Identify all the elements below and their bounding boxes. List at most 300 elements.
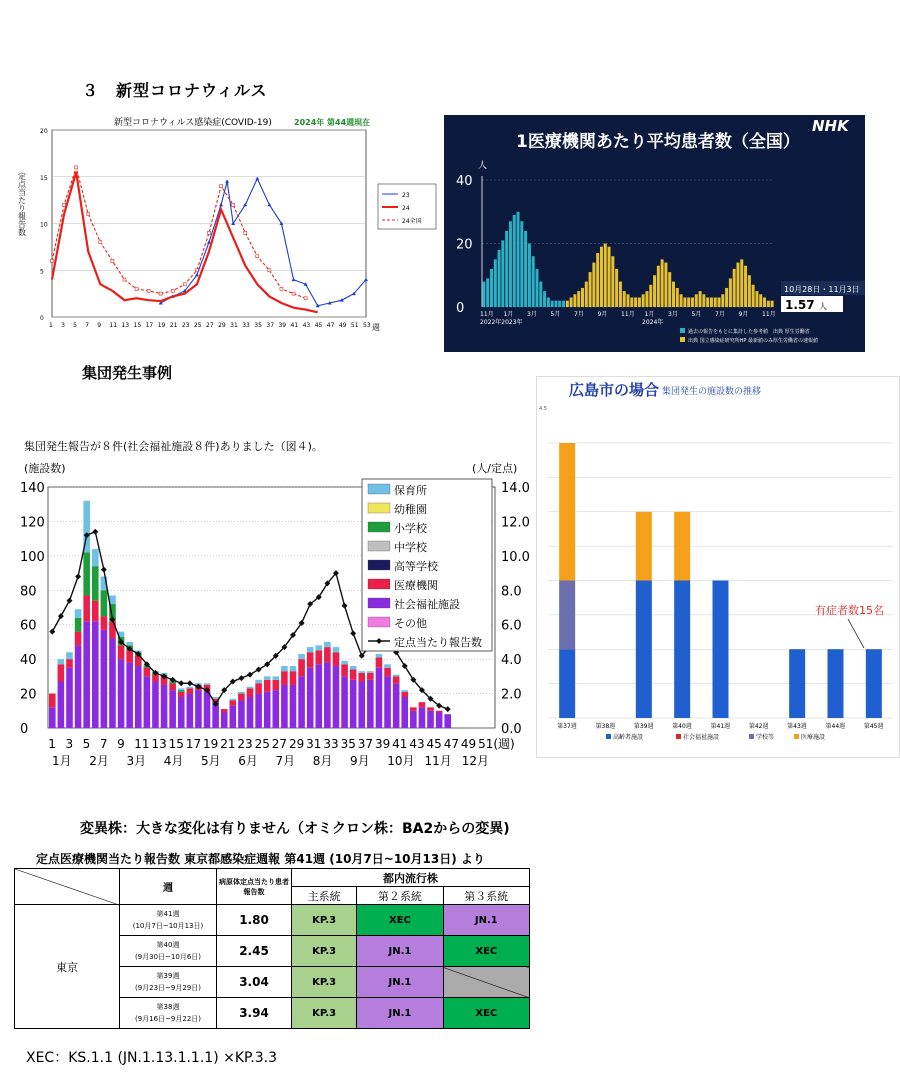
chart3-ytick-right: 14.0 bbox=[501, 481, 530, 496]
chart3-ytick-right: 6.0 bbox=[501, 618, 522, 634]
chart1-legend-label: 24全国 bbox=[402, 218, 422, 225]
chart4-bar-学校等 bbox=[559, 581, 575, 650]
chart1-xtick: 31 bbox=[230, 322, 238, 329]
chart1-xtick: 43 bbox=[302, 322, 311, 329]
chart2-bar-past bbox=[486, 278, 489, 307]
chart3-week-tick: 27 bbox=[271, 737, 288, 751]
variant-report-table bbox=[14, 868, 530, 1029]
chart2-bar-recent bbox=[771, 301, 774, 307]
row-main-strain: KP.3 bbox=[292, 905, 357, 936]
chart1-point-23 bbox=[225, 179, 229, 183]
row-week: 第38週 (9月16日~9月22日) bbox=[120, 998, 217, 1029]
chart3-legend-swatch bbox=[368, 579, 390, 589]
chart1-point-24-national bbox=[220, 185, 223, 188]
chart3-bar-bar_welfare bbox=[49, 707, 56, 728]
chart3-bar-bar_nursery bbox=[75, 609, 82, 618]
chart3-line-marker bbox=[445, 706, 451, 712]
chart1-point-24-national bbox=[51, 259, 54, 262]
chart3-ytick-right: 4.0 bbox=[501, 653, 522, 669]
table-title: 定点医療機関当たり報告数 東京都感染症週報 第41週 (10月7日~10月13日) より bbox=[36, 852, 485, 866]
chart4-bar-高齢者施設 bbox=[636, 581, 652, 719]
chart3-bar-bar_welfare bbox=[393, 683, 400, 728]
chart1-xtick: 1 bbox=[49, 322, 53, 329]
chart2-bar-recent bbox=[649, 285, 652, 307]
chart2-bar-recent bbox=[581, 288, 584, 307]
chart1-xtick: 39 bbox=[278, 322, 287, 329]
chart3-legend-label: その他 bbox=[394, 617, 427, 630]
chart3-month-tick: 9月 bbox=[350, 754, 370, 768]
chart2-bar-past bbox=[547, 297, 550, 307]
chart4-bar-高齢者施設 bbox=[828, 649, 844, 718]
chart1-point-24-national bbox=[280, 287, 283, 290]
chart2-xtick: 1月 bbox=[644, 311, 655, 318]
chart2-bar-recent bbox=[657, 266, 660, 307]
chart3-ytick-left: 0 bbox=[20, 722, 29, 737]
chart4-legend-label: 学校等 bbox=[756, 734, 775, 741]
row-second-strain: JN.1 bbox=[357, 998, 443, 1029]
row-second-strain: XEC bbox=[357, 905, 443, 936]
chart2-bar-recent bbox=[683, 297, 686, 307]
chart3-bar-bar_welfare bbox=[66, 668, 73, 728]
chart3-bar-bar_medical bbox=[384, 668, 391, 677]
chart2-bar-recent bbox=[589, 272, 592, 307]
chart4-bar-医療施設 bbox=[636, 512, 652, 581]
chart3-week-tick: 31 bbox=[306, 737, 322, 751]
nhk-national-average-chart bbox=[444, 115, 865, 352]
chart1-xtick: 19 bbox=[157, 322, 166, 329]
chart3-bar-bar_medical bbox=[66, 659, 73, 668]
chart2-bar-recent bbox=[767, 301, 770, 307]
chart3-bar-bar_medical bbox=[126, 651, 133, 663]
chart3-bar-bar_nursery bbox=[230, 699, 237, 701]
chart1-xtick: 53 bbox=[363, 322, 371, 329]
chart2-bar-recent bbox=[706, 297, 709, 307]
chart3-week-tick: 9 bbox=[117, 737, 125, 751]
chart3-bar-bar_medical bbox=[350, 669, 357, 679]
chart3-line-marker bbox=[92, 529, 98, 535]
chart2-bar-recent bbox=[600, 247, 603, 307]
chart2-bar-past bbox=[528, 244, 531, 308]
chart3-week-tick: 21 bbox=[220, 737, 236, 751]
chart2-bar-past bbox=[554, 301, 557, 307]
chart2-bar-recent bbox=[672, 282, 675, 307]
chart1-legend-label: 23 bbox=[402, 192, 410, 199]
chart3-bar-bar_medical bbox=[419, 702, 426, 707]
chart3-bar-bar_medical bbox=[358, 673, 365, 682]
chart3-bar-bar_medical bbox=[101, 616, 108, 630]
chart1-point-24-national bbox=[195, 269, 198, 272]
chart4-bar-高齢者施設 bbox=[713, 581, 729, 719]
chart1-point-24-national bbox=[63, 203, 66, 206]
chart3-bar-bar_medical bbox=[290, 671, 297, 685]
chart3-bar-bar_medical bbox=[410, 707, 417, 710]
chart1-xtick: 13 bbox=[121, 322, 130, 329]
chart1-point-23 bbox=[243, 203, 247, 207]
header-second: 第２系統 bbox=[357, 887, 443, 905]
outbreak-stacked-bar-chart bbox=[10, 430, 530, 775]
chart3-line-marker bbox=[247, 672, 253, 678]
chart3-bar-bar_medical bbox=[92, 601, 99, 622]
chart3-bar-bar_welfare bbox=[273, 690, 280, 728]
chart3-bar-bar_nursery bbox=[298, 654, 305, 659]
outbreak-section-heading: 集団発生事例 bbox=[82, 364, 173, 382]
chart3-week-tick: 43 bbox=[409, 737, 425, 751]
chart3-bar-bar_nursery bbox=[307, 647, 314, 652]
chart2-xtick: 3月 bbox=[527, 311, 537, 318]
row-third-strain: XEC bbox=[443, 936, 529, 967]
chart2-bar-past bbox=[558, 301, 561, 307]
chart2-bar-past bbox=[532, 256, 535, 307]
chart3-legend-swatch bbox=[368, 617, 390, 627]
chart1-point-24-national bbox=[183, 283, 186, 286]
chart3-line-marker bbox=[75, 574, 81, 580]
chart3-bar-bar_nursery bbox=[350, 666, 357, 669]
chart4-category-label: 第42週 bbox=[748, 723, 769, 730]
chart3-line-marker bbox=[49, 629, 55, 635]
chart1-xlabel: 週 bbox=[372, 323, 380, 332]
chart2-bar-recent bbox=[702, 294, 705, 307]
chart3-bar-bar_medical bbox=[118, 645, 125, 659]
chart3-line-marker bbox=[101, 567, 107, 573]
chart3-ytick-right: 0.0 bbox=[501, 722, 522, 737]
chart2-ytick: 0 bbox=[456, 301, 465, 316]
note1-swatch bbox=[680, 328, 685, 333]
hiroshima-outbreak-chart bbox=[536, 376, 900, 758]
chart4-category-label: 第41週 bbox=[710, 723, 731, 730]
row-week: 第39週 (9月23日~9月29日) bbox=[120, 967, 217, 998]
chart3-bar-bar_nursery bbox=[384, 664, 391, 667]
chart1-ytick: 20 bbox=[40, 128, 48, 135]
chart1-point-23 bbox=[267, 203, 271, 207]
chart3-ylabel-left: (施設数) bbox=[24, 462, 66, 475]
chart4-legend-swatch bbox=[606, 734, 611, 739]
chart2-bar-past bbox=[505, 231, 508, 307]
chart1-xtick: 35 bbox=[254, 322, 262, 329]
header-week: 週 bbox=[120, 869, 217, 905]
chart3-month-tick: 4月 bbox=[163, 754, 184, 768]
chart3-bar-bar_medical bbox=[169, 683, 176, 690]
chart3-week-tick: 29 bbox=[288, 737, 305, 751]
chart2-bar-past bbox=[490, 269, 493, 307]
region-cell: 東京 bbox=[15, 905, 120, 1029]
chart3-bar-bar_medical bbox=[281, 671, 288, 685]
chart3-week-tick: 39 bbox=[374, 737, 391, 751]
chart3-week-tick: 25 bbox=[254, 737, 270, 751]
chart3-bar-bar_nursery bbox=[273, 676, 280, 679]
chart2-bar-recent bbox=[695, 294, 698, 307]
chart2-bar-recent bbox=[755, 291, 758, 307]
chart3-line-marker bbox=[342, 603, 348, 609]
chart1-xtick: 17 bbox=[145, 322, 154, 329]
chart3-bar-bar_nursery bbox=[66, 652, 73, 659]
chart4-ytop: 4.5 bbox=[539, 406, 547, 412]
header-third: 第３系統 bbox=[443, 887, 529, 905]
chart1-point-23 bbox=[219, 203, 223, 207]
chart3-legend-swatch bbox=[368, 560, 390, 570]
chart3-bar-bar_medical bbox=[315, 651, 322, 665]
chart3-bar-bar_medical bbox=[401, 692, 408, 697]
header-main: 主系統 bbox=[292, 887, 357, 905]
chart1-point-23 bbox=[364, 278, 368, 282]
row-count: 3.94 bbox=[217, 998, 292, 1029]
chart3-bar-bar_nursery bbox=[358, 671, 365, 673]
chart3-bar-bar_medical bbox=[341, 664, 348, 676]
chart2-xtick: 11月 bbox=[621, 311, 635, 318]
chart3-bar-bar_school bbox=[178, 690, 185, 692]
chart1-xtick: 49 bbox=[338, 322, 347, 329]
chart4-category-label: 第44週 bbox=[825, 723, 846, 730]
chart3-legend-label: 中学校 bbox=[394, 541, 427, 554]
chart2-bar-past bbox=[494, 259, 497, 307]
chart3-bar-bar_welfare bbox=[178, 697, 185, 728]
chart2-bar-past bbox=[535, 269, 538, 307]
chart3-bar-bar_medical bbox=[58, 664, 65, 681]
chart1-title: 新型コロナウィルス感染症(COVID-19) bbox=[114, 118, 272, 128]
chart2-bar-recent bbox=[740, 259, 743, 307]
chart4-category-label: 第43週 bbox=[787, 723, 807, 730]
chart3-bar-bar_nursery bbox=[367, 671, 374, 673]
chart1-legend-label: 24 bbox=[402, 205, 410, 212]
chart3-ytick-left: 20 bbox=[20, 687, 37, 703]
chart3-week-tick: 37 bbox=[357, 737, 374, 751]
chart3-ytick-right: 2.0 bbox=[501, 687, 522, 703]
chart3-bar-bar_welfare bbox=[315, 664, 322, 728]
chart3-bar-bar_school bbox=[92, 566, 99, 600]
chart2-bar-recent bbox=[664, 263, 667, 307]
chart3-line-marker bbox=[350, 630, 356, 636]
chart3-week-tick: 19 bbox=[203, 737, 219, 751]
chart2-bar-past bbox=[551, 301, 554, 307]
chart3-bar-bar_welfare bbox=[161, 685, 168, 728]
chart2-bar-recent bbox=[736, 263, 739, 307]
chart3-month-tick: 6月 bbox=[238, 754, 258, 768]
chart2-bar-recent bbox=[680, 294, 683, 307]
chart2-xtick: 5月 bbox=[550, 311, 561, 318]
chart3-week-tick: 45 bbox=[426, 737, 442, 751]
row-main-strain: KP.3 bbox=[292, 936, 357, 967]
callout-unit: 人 bbox=[819, 302, 827, 311]
chart1-point-24-national bbox=[232, 203, 235, 206]
chart1-point-24-national bbox=[208, 231, 211, 234]
chart3-bar-bar_welfare bbox=[307, 668, 314, 728]
chart2-bar-recent bbox=[619, 282, 622, 307]
chart3-bar-bar_welfare bbox=[419, 707, 426, 728]
chart4-bar-高齢者施設 bbox=[789, 649, 805, 718]
row-week: 第40週 (9月30日~10月6日) bbox=[120, 936, 217, 967]
chart3-line-marker bbox=[187, 680, 193, 686]
chart2-bar-past bbox=[524, 231, 527, 307]
chart2-bar-recent bbox=[611, 256, 614, 307]
chart2-bar-recent bbox=[592, 263, 595, 307]
chart3-bar-bar_welfare bbox=[324, 663, 331, 728]
chart3-line-marker bbox=[256, 666, 262, 672]
chart3-bar-bar_nursery bbox=[264, 676, 271, 679]
chart3-bar-bar_medical bbox=[273, 680, 280, 690]
chart3-bar-bar_welfare bbox=[444, 714, 451, 728]
chart2-xtick: 7月 bbox=[574, 311, 584, 318]
chart3-bar-bar_medical bbox=[49, 694, 56, 708]
chart3-bar-bar_welfare bbox=[410, 711, 417, 728]
chart3-legend-swatch bbox=[368, 522, 390, 532]
chart3-bar-bar_welfare bbox=[290, 685, 297, 728]
chart3-bar-bar_welfare bbox=[247, 697, 254, 728]
chart1-subtitle: 2024年 第44週現在 bbox=[294, 118, 371, 127]
chart3-bar-bar_medical bbox=[187, 688, 194, 693]
chart3-legend-swatch bbox=[368, 598, 390, 608]
chart2-ytick: 20 bbox=[456, 237, 473, 253]
chart3-bar-bar_welfare bbox=[358, 682, 365, 728]
chart3-bar-bar_nursery bbox=[324, 642, 331, 647]
chart3-legend-label: 医療機関 bbox=[394, 579, 438, 592]
chart3-bar-bar_nursery bbox=[255, 680, 262, 683]
chart1-xtick: 9 bbox=[97, 322, 102, 329]
chart3-week-tick: 7 bbox=[99, 737, 108, 751]
row-count: 2.45 bbox=[217, 936, 292, 967]
chart2-bar-past bbox=[501, 240, 504, 307]
row-third-strain-empty bbox=[443, 967, 529, 998]
chart3-week-tick: 41 bbox=[392, 737, 408, 751]
chart1-xtick: 25 bbox=[193, 322, 202, 329]
chart3-month-tick: 5月 bbox=[201, 754, 221, 768]
chart1-point-24-national bbox=[171, 289, 174, 292]
chart1-series-24全国 bbox=[52, 167, 306, 298]
chart1-series-23 bbox=[161, 179, 366, 306]
chart3-title: 集団発生報告が８件(社会福祉施設８件)ありました（図４)。 bbox=[24, 440, 323, 453]
chart3-bar-bar_welfare bbox=[58, 682, 65, 728]
chart3-bar-bar_nursery bbox=[178, 688, 185, 690]
chart2-bar-recent bbox=[668, 272, 671, 307]
chart3-bar-bar_welfare bbox=[427, 711, 434, 728]
chart3-week-tick: 15 bbox=[168, 737, 184, 751]
chart3-bar-bar_medical bbox=[75, 632, 82, 646]
chart3-bar-bar_welfare bbox=[101, 630, 108, 728]
chart3-bar-bar_medical bbox=[144, 668, 151, 677]
chart2-bar-recent bbox=[615, 269, 618, 307]
chart3-bar-bar_nursery bbox=[393, 675, 400, 677]
chart4-annotation: 有症者数15名 bbox=[815, 604, 884, 617]
chart4-category-label: 第38週 bbox=[595, 723, 616, 730]
chart3-bar-bar_welfare bbox=[350, 680, 357, 728]
chart3-bar-bar_welfare bbox=[126, 663, 133, 728]
chart3-bar-bar_welfare bbox=[376, 668, 383, 728]
chart1-xtick: 5 bbox=[73, 322, 77, 329]
chart2-bar-recent bbox=[623, 291, 626, 307]
chart2-bar-recent bbox=[661, 259, 664, 307]
chart3-week-tick: 5 bbox=[82, 737, 91, 751]
chart2-yunit: 人 bbox=[478, 161, 488, 171]
chart2-bar-recent bbox=[729, 278, 732, 307]
chart3-bar-bar_welfare bbox=[436, 713, 443, 728]
table-corner-cell bbox=[15, 869, 120, 905]
chart3-month-tick: 8月 bbox=[312, 754, 333, 768]
chart3-bar-bar_welfare bbox=[238, 700, 245, 728]
chart2-bar-recent bbox=[710, 297, 713, 307]
chart1-point-24-national bbox=[135, 287, 138, 290]
chart1-ylabel: 定点当たり報告数 bbox=[17, 172, 27, 236]
chart2-xtick: 1月 bbox=[503, 311, 514, 318]
chart1-point-24-national bbox=[304, 297, 307, 300]
chart2-bar-past bbox=[513, 215, 516, 307]
chart2-xtick: 7月 bbox=[715, 311, 725, 318]
chart2-bar-recent bbox=[748, 275, 751, 307]
chart1-xtick: 15 bbox=[133, 322, 142, 329]
chart4-legend-label: 高齢者施設 bbox=[613, 734, 644, 741]
header-group: 都内流行株 bbox=[292, 869, 530, 887]
chart3-bar-bar_medical bbox=[298, 659, 305, 676]
chart3-legend-label: 保育所 bbox=[394, 484, 427, 497]
chart3-ytick-left: 100 bbox=[20, 549, 45, 565]
chart1-xtick: 45 bbox=[314, 322, 323, 329]
chart2-bar-recent bbox=[721, 294, 724, 307]
chart3-bar-bar_medical bbox=[238, 694, 245, 701]
chart3-bar-bar_nursery bbox=[58, 659, 65, 664]
chart3-bar-bar_welfare bbox=[384, 676, 391, 728]
chart4-legend-swatch bbox=[676, 734, 681, 739]
chart3-bar-bar_welfare bbox=[221, 713, 228, 728]
chart1-point-24-national bbox=[256, 255, 259, 258]
chart2-bar-recent bbox=[718, 297, 721, 307]
chart3-ytick-left: 80 bbox=[20, 584, 37, 600]
chart1-xtick: 27 bbox=[206, 322, 214, 329]
chart2-bar-recent bbox=[566, 301, 569, 307]
chart1-xtick: 11 bbox=[109, 322, 118, 329]
chart1-xtick: 33 bbox=[242, 322, 250, 329]
chart1-point-24-national bbox=[99, 241, 102, 244]
chart3-bar-bar_welfare bbox=[187, 694, 194, 728]
chart3-week-tick: 47 bbox=[443, 737, 460, 751]
chart2-bar-recent bbox=[676, 288, 679, 307]
row-count: 1.80 bbox=[217, 905, 292, 936]
chart3-bar-bar_welfare bbox=[144, 676, 151, 728]
chart3-bar-bar_welfare bbox=[204, 692, 211, 728]
chart2-xtick: 9月 bbox=[738, 311, 749, 318]
chart2-bar-recent bbox=[577, 291, 580, 307]
chart3-bar-bar_medical bbox=[264, 680, 271, 692]
chart3-bar-bar_welfare bbox=[255, 694, 262, 728]
section-heading-covid: ３ 新型コロナウィルス bbox=[82, 81, 268, 100]
chart3-line-marker bbox=[58, 613, 64, 619]
chart4-category-label: 第45週 bbox=[863, 723, 884, 730]
chart3-ytick-right: 10.0 bbox=[501, 549, 530, 565]
chart2-bar-past bbox=[482, 282, 485, 307]
chart4-legend-swatch bbox=[749, 734, 754, 739]
chart3-week-tick: 17 bbox=[185, 737, 202, 751]
chart2-bar-recent bbox=[585, 282, 588, 307]
chart3-bar-bar_welfare bbox=[230, 706, 237, 728]
chart3-bar-bar_welfare bbox=[333, 666, 340, 728]
chart2-bar-recent bbox=[642, 294, 645, 307]
chart3-bar-bar_medical bbox=[255, 683, 262, 693]
chart3-week-tick: 33 bbox=[323, 737, 339, 751]
chart3-week-tick: 11 bbox=[134, 737, 150, 751]
chart1-ytick: 10 bbox=[40, 221, 48, 229]
footnote-xec: XEC：KS.1.1 (JN.1.13.1.1.1) ×KP.3.3 bbox=[26, 1050, 278, 1066]
chart3-bar-bar_welfare bbox=[118, 659, 125, 728]
chart1-xtick: 41 bbox=[290, 322, 299, 329]
chart3-week-tick: 1 bbox=[48, 737, 56, 751]
chart1-point-24-national bbox=[268, 269, 271, 272]
chart4-legend-label: 医療施設 bbox=[801, 734, 826, 741]
chart4-category-label: 第39週 bbox=[633, 723, 654, 730]
chart3-bar-bar_school bbox=[101, 590, 108, 616]
chart1-point-24-national bbox=[159, 292, 162, 295]
chart3-bar-bar_medical bbox=[376, 657, 383, 667]
chart1-point-24-national bbox=[111, 259, 114, 262]
chart4-bar-高齢者施設 bbox=[674, 581, 690, 719]
chart2-bar-recent bbox=[608, 247, 611, 307]
chart3-legend-swatch bbox=[368, 541, 390, 551]
chart3-legend-label: 定点当たり報告数 bbox=[394, 636, 482, 649]
